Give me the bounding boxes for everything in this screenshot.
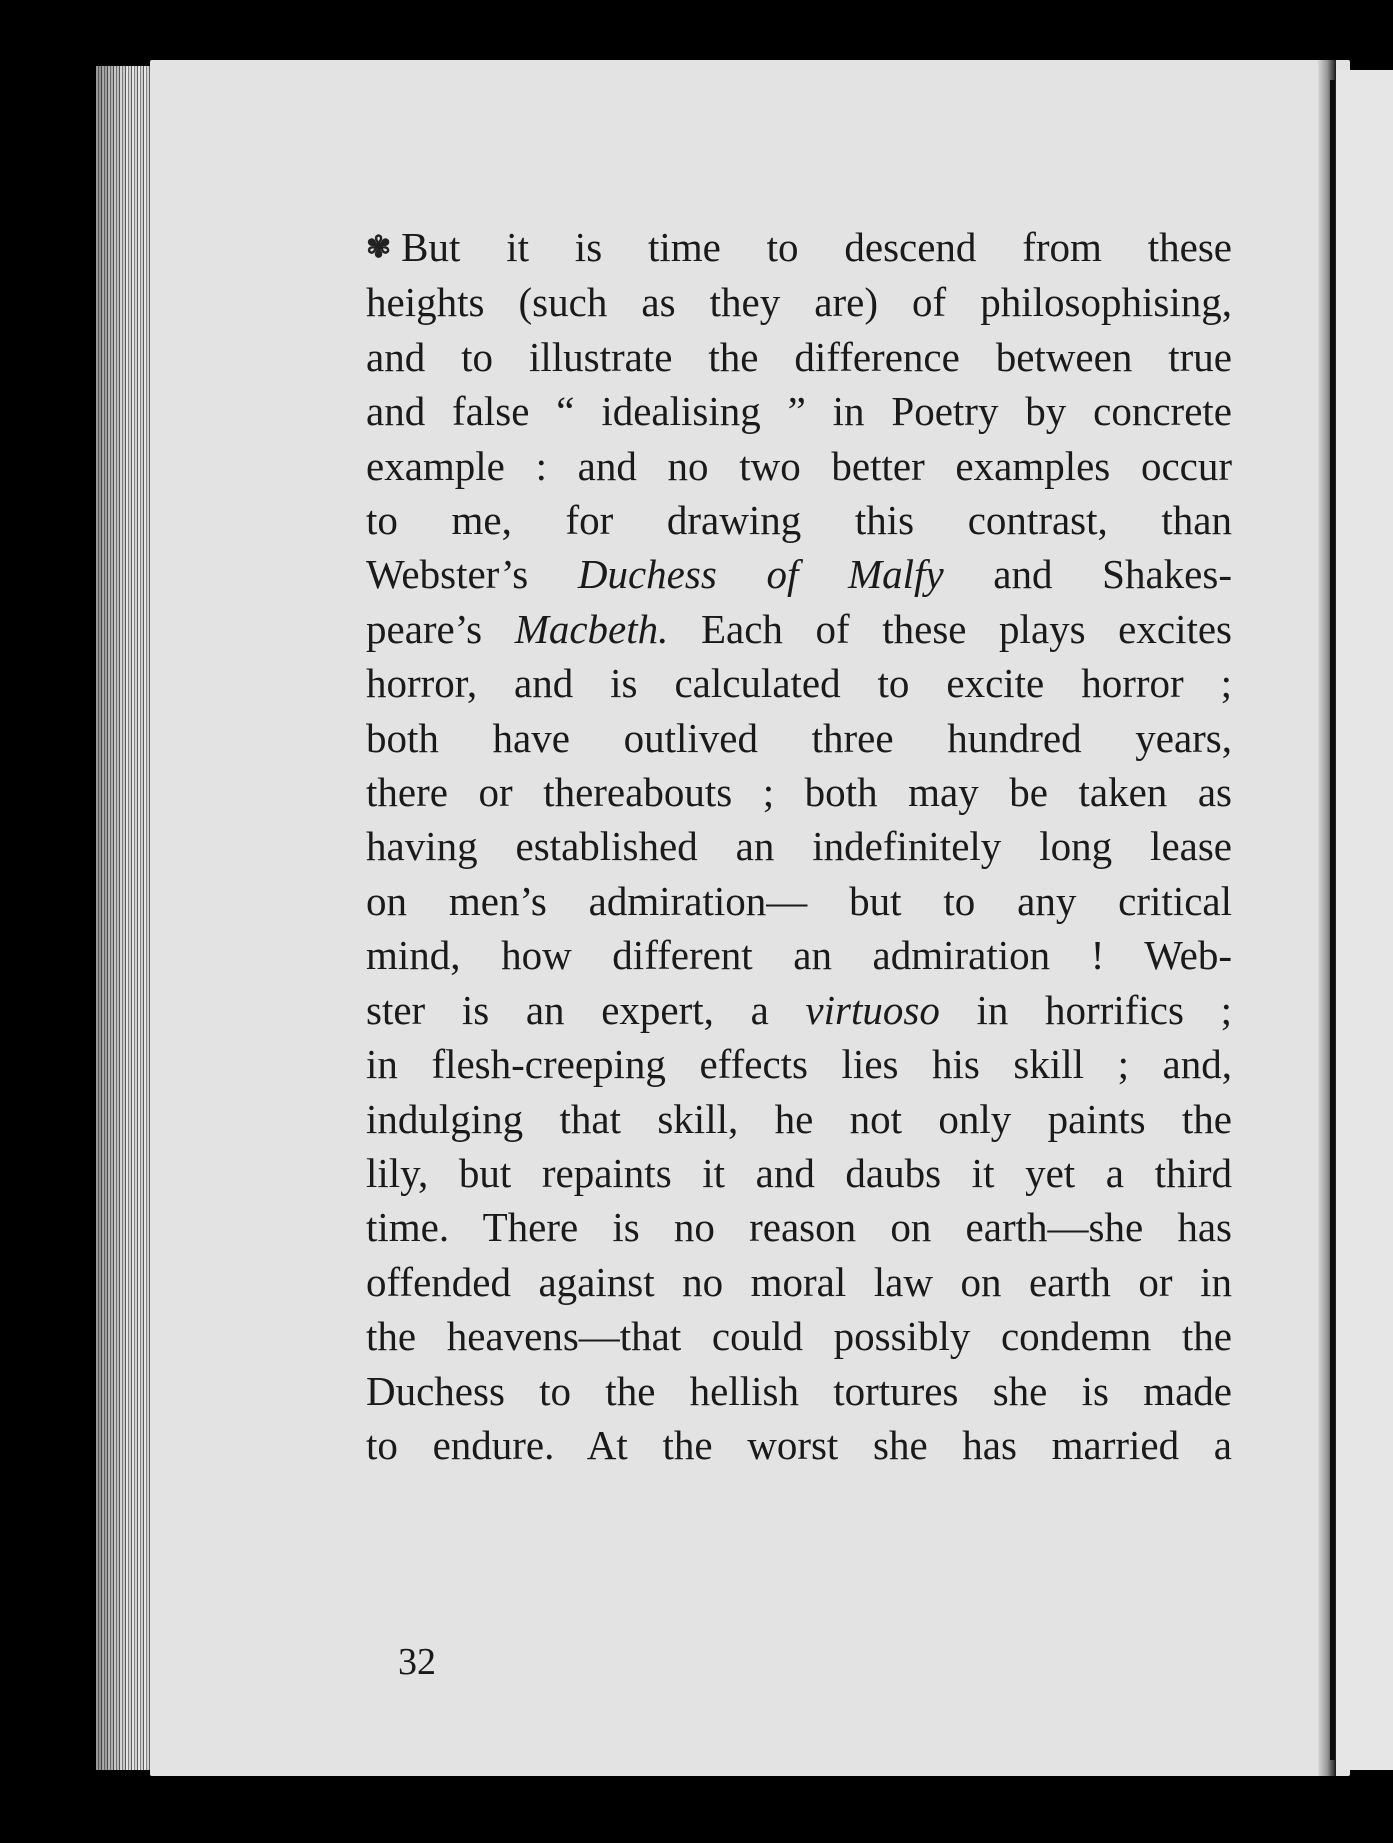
text-run: indulging that skill, he not only paints the: [366, 1095, 1232, 1142]
italic-title: Duchess of Malfy: [577, 551, 944, 598]
text-run: example : and no two better examples occur: [366, 442, 1232, 489]
text-line: [366, 1037, 1232, 1091]
text-line: [366, 275, 1232, 329]
text-line: [366, 1146, 1232, 1200]
text-line: [366, 983, 1232, 1037]
text-run: heights (such as they are) of philosophising,: [366, 279, 1232, 326]
text-run: horror, and is calculated to excite horror ;: [366, 660, 1232, 707]
paragraph-ornament-icon: ✾: [366, 230, 392, 265]
text-run: mind, how different an admiration ! Web-: [366, 932, 1232, 979]
text-line: [366, 656, 1232, 710]
text-run: peare’s: [366, 605, 515, 652]
italic-title: Macbeth.: [514, 605, 669, 652]
text-line: [366, 384, 1232, 438]
gutter-line: [1330, 80, 1335, 1760]
text-line: [366, 439, 1232, 493]
facing-page: [1332, 70, 1393, 1770]
text-run: on men’s admiration— but to any critical: [366, 877, 1232, 924]
text-line: [366, 1364, 1232, 1418]
text-run: in horrifics ;: [939, 986, 1232, 1033]
page-number: 32: [398, 1641, 436, 1683]
text-line: [366, 874, 1232, 928]
text-run: and Shakes-: [943, 551, 1232, 598]
text-line: [366, 330, 1232, 384]
text-run: Duchess to the hellish tortures she is made: [366, 1367, 1232, 1414]
text-run: having established an indefinitely long lease: [366, 823, 1232, 870]
text-line: [366, 493, 1232, 547]
text-line: [366, 711, 1232, 765]
text-run: to endure. At the worst she has married a: [366, 1421, 1232, 1468]
text-run: both have outlived three hundred years,: [366, 714, 1232, 761]
text-line: [366, 1200, 1232, 1254]
text-run: But it is time to descend from these: [401, 224, 1232, 270]
text-line: [366, 1418, 1232, 1472]
text-line: [366, 1255, 1232, 1309]
text-line: [366, 602, 1232, 656]
text-line: [366, 1309, 1232, 1363]
text-line: [366, 819, 1232, 873]
text-run: Each of these plays excites: [668, 605, 1233, 652]
text-line: [366, 547, 1232, 601]
text-run: in flesh-creeping effects lies his skill ; and,: [366, 1041, 1232, 1088]
italic-title: virtuoso: [805, 986, 940, 1033]
text-line: [366, 1092, 1232, 1146]
text-line: [366, 928, 1232, 982]
text-run: and to illustrate the difference between true: [366, 333, 1232, 380]
text-run: to me, for drawing this contrast, than: [366, 497, 1232, 544]
text-run: the heavens—that could possibly condemn the: [366, 1313, 1232, 1360]
text-run: there or thereabouts ; both may be taken as: [366, 769, 1232, 816]
text-run: lily, but repaints it and daubs it yet a third: [366, 1149, 1232, 1196]
text-line: [366, 220, 1232, 275]
text-line: [366, 765, 1232, 819]
edge-shadow: [96, 66, 150, 1770]
text-run: Webster’s: [366, 551, 578, 598]
body-text: [366, 220, 1232, 1472]
text-run: and false “ idealising ” in Poetry by concrete: [366, 388, 1232, 435]
text-run: time. There is no reason on earth—she has: [366, 1204, 1232, 1251]
text-run: offended against no moral law on earth or in: [366, 1258, 1232, 1305]
text-run: ster is an expert, a: [366, 986, 806, 1033]
